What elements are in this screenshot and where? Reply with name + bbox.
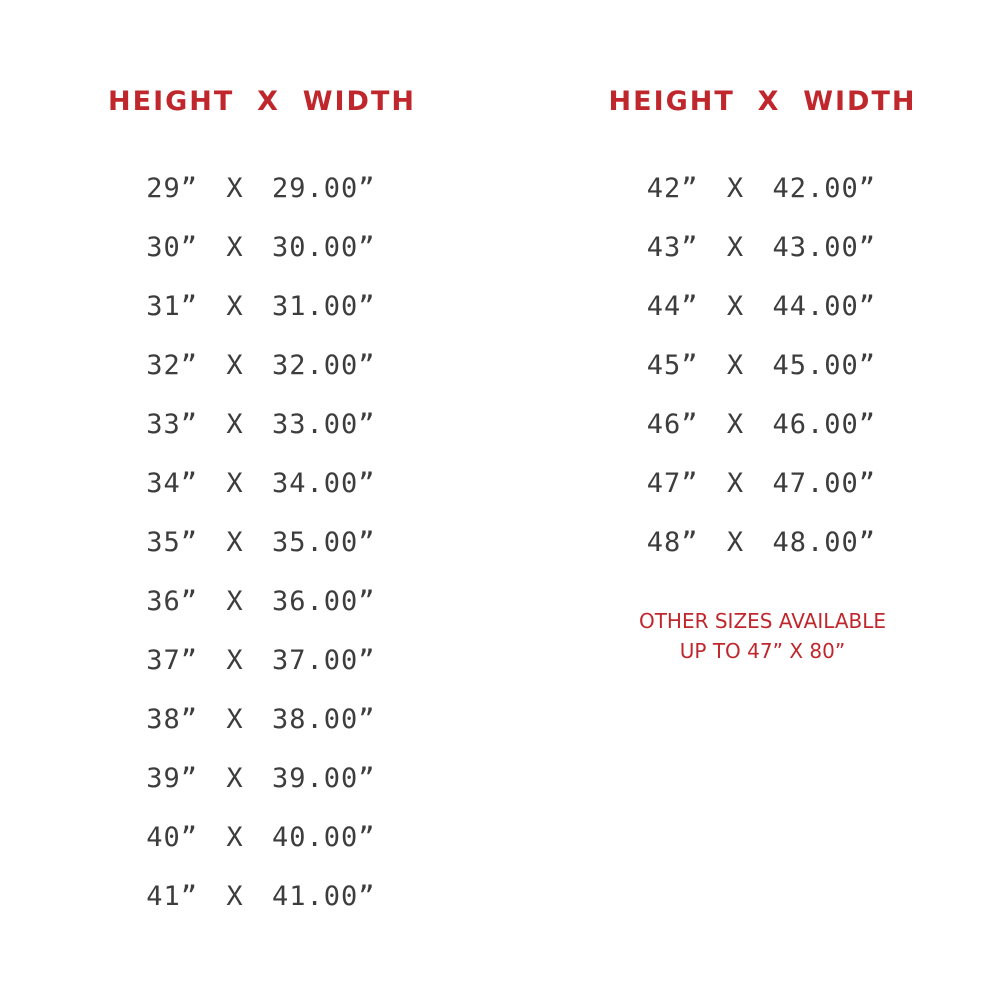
row-separator: X [226,645,244,676]
row-separator: X [726,291,745,322]
row-separator: X [226,173,244,204]
row-separator: X [226,468,244,499]
row-separator: X [226,881,244,912]
row-height: 43” [646,232,699,263]
size-chart-column-right [500,86,1001,926]
row-height: 42” [646,173,699,204]
row-height: 30” [146,232,198,263]
other-sizes-note-line1: OTHER SIZES AVAILABLE [638,609,887,633]
row-height: 34” [146,468,198,499]
other-sizes-note-line2: UP TO 47” X 80” [679,639,846,663]
table-row [603,454,923,513]
table-row [102,749,422,808]
table-row [102,159,422,218]
row-width: 43.00” [772,232,877,263]
row-width: 35.00” [272,527,376,558]
row-separator: X [226,586,244,617]
row-height: 31” [146,291,198,322]
row-width: 44.00” [772,291,877,322]
table-row [102,336,422,395]
row-height: 38” [146,704,198,735]
row-width: 36.00” [272,586,376,617]
row-width: 32.00” [272,350,376,381]
row-height: 45” [646,350,699,381]
table-row [102,572,422,631]
other-sizes-note [639,606,886,666]
size-chart-column-left [0,86,500,926]
row-width: 31.00” [272,291,376,322]
row-height: 32” [146,350,198,381]
row-width: 39.00” [272,763,376,794]
row-separator: X [226,527,244,558]
row-separator: X [726,527,745,558]
row-height: 36” [146,586,198,617]
row-height: 40” [146,822,198,853]
table-row [102,277,422,336]
row-width: 40.00” [272,822,376,853]
table-row [603,395,923,454]
row-separator: X [226,409,244,440]
table-row [102,454,422,513]
row-separator: X [226,822,244,853]
row-width: 29.00” [272,173,376,204]
row-separator: X [226,291,244,322]
row-separator: X [726,173,745,204]
row-separator: X [726,232,745,263]
table-row [603,218,923,277]
row-separator: X [226,763,244,794]
row-width: 30.00” [272,232,376,263]
row-width: 48.00” [772,527,877,558]
row-width: 38.00” [272,704,376,735]
row-width: 33.00” [272,409,376,440]
row-height: 33” [146,409,198,440]
row-height: 41” [146,881,198,912]
size-rows-left [102,159,422,926]
row-height: 44” [646,291,699,322]
row-separator: X [226,704,244,735]
table-row [603,159,923,218]
row-height: 39” [146,763,198,794]
row-height: 37” [146,645,198,676]
row-separator: X [726,468,745,499]
size-rows-right [603,159,923,572]
table-row [102,808,422,867]
table-row [102,395,422,454]
row-height: 48” [646,527,699,558]
row-height: 46” [646,409,699,440]
row-width: 37.00” [272,645,376,676]
row-height: 29” [146,173,198,204]
row-separator: X [226,350,244,381]
row-width: 42.00” [772,173,877,204]
table-row [102,867,422,926]
table-row [603,513,923,572]
row-height: 35” [146,527,198,558]
column-header-left: HEIGHT X WIDTH [108,86,416,117]
table-row [102,218,422,277]
row-height: 47” [646,468,699,499]
table-row [102,513,422,572]
row-separator: X [726,350,745,381]
size-chart-columns [0,86,1001,926]
row-width: 34.00” [272,468,376,499]
table-row [102,690,422,749]
row-width: 47.00” [772,468,877,499]
row-width: 45.00” [772,350,877,381]
table-row [603,336,923,395]
table-row [603,277,923,336]
row-width: 46.00” [772,409,877,440]
row-separator: X [226,232,244,263]
table-row [102,631,422,690]
column-header-right: HEIGHT X WIDTH [608,86,917,117]
row-width: 41.00” [272,881,376,912]
row-separator: X [726,409,745,440]
